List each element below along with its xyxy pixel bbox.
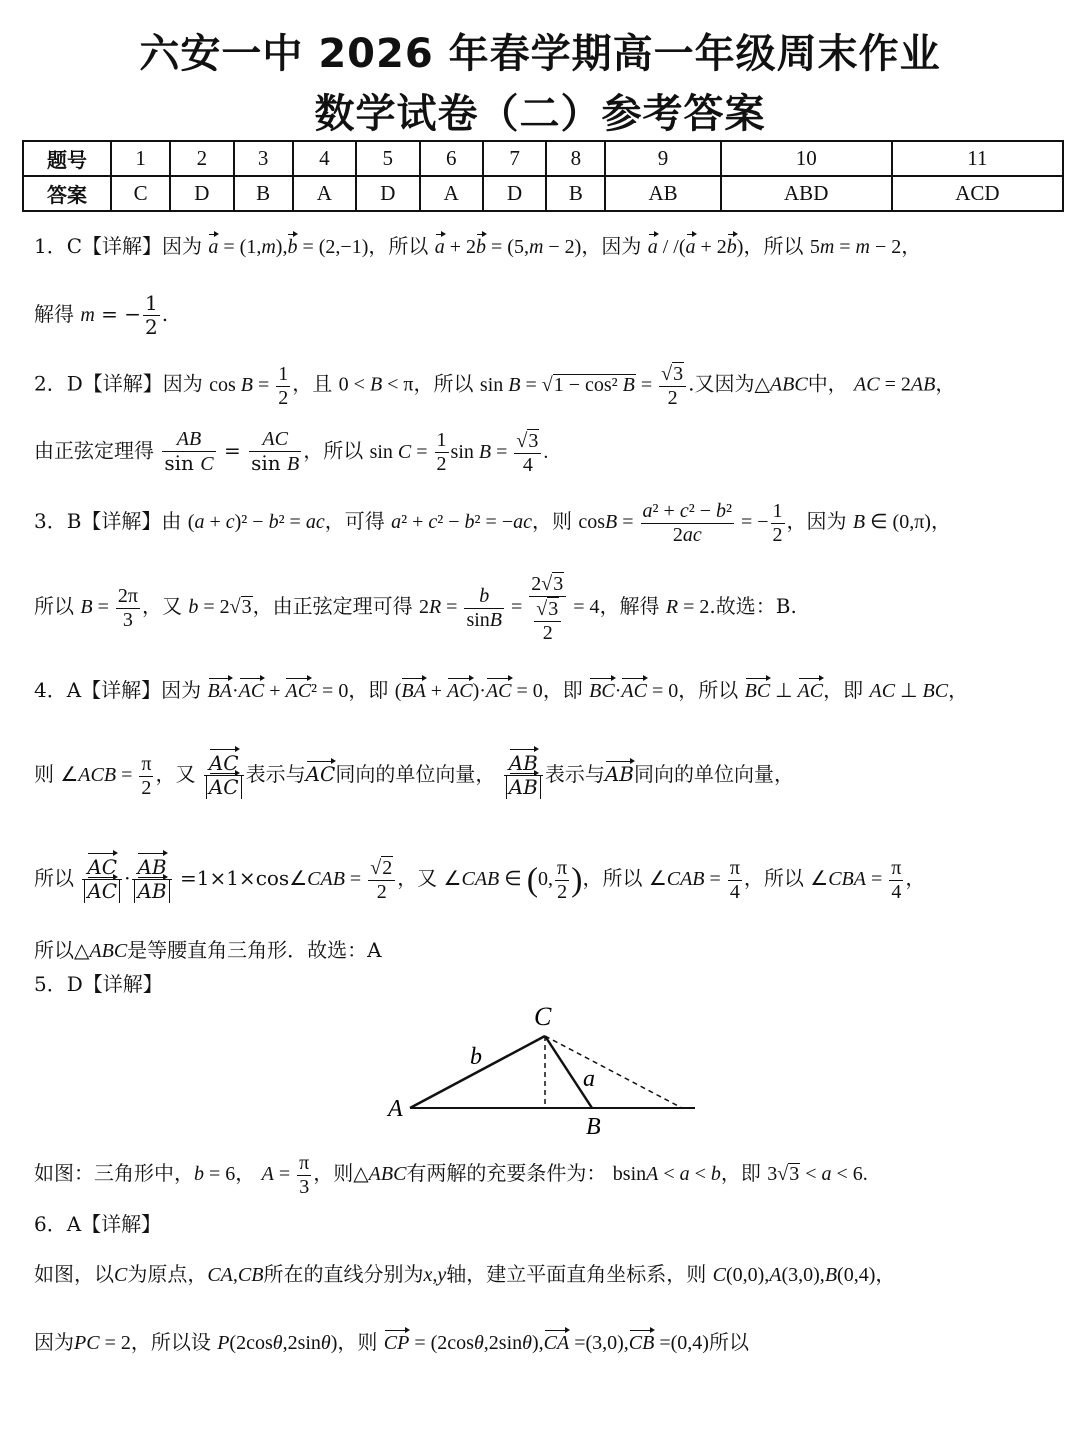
solution-3-line-1: 3．B【详解】由 (a + c)² − b² = ac，可得 a² + c² − b² = −ac，则 cosB = $\frac{\text{a² + c² − b²}}{2ac}$ = − $\frac{1}{2}$ ，因为 B ∈ (0,π)， [34,500,951,546]
question-number-row [23,141,1063,176]
table-cell: 5 [356,141,419,176]
table-cell: ABD [721,176,892,211]
solution-2-line-1: 2．D【详解】因为 cos B = $\frac{1}{2}$ ，且 0 < B < π，所以 sin B = √1 − cos² B = $\frac{√3}{2}$ .又因为△ABC中， AC = 2AB， [34,362,956,409]
table-cell: ACD [892,176,1063,211]
table-cell: C [111,176,170,211]
table-cell: 2 [170,141,233,176]
table-cell: B [234,176,293,211]
solution-6-line-2: 因为PC = 2，所以设 P(2cosθ,2sinθ)，则 CP = (2cosθ,2sinθ),CA =(3,0),CB =(0,4)所以 [34,1330,749,1354]
side-label-b: b [470,1044,482,1070]
triangle-figure [380,998,710,1140]
solution-4-line-1: 4．A【详解】因为 BA·AC + AC² = 0，即 (BA + AC)·AC = 0，即 BC·AC = 0，所以 BC ⊥ AC，即 AC ⊥ BC， [34,678,969,702]
vertex-label-C: C [534,1002,552,1031]
table-cell: 9 [605,141,720,176]
table-cell: 4 [293,141,356,176]
vertex-label-B: B [586,1114,601,1140]
answer-key-subtitle: 数学试卷（二）参考答案 [314,91,766,137]
solution-5-line-1: 如图：三角形中，b = 6， A = $\frac{\pi}{3}$ ，则△ABC有两解的充要条件为： bsinA < a < b，即 3√3 < a < 6. [34,1152,868,1198]
vertex-label-A: A [388,1096,403,1122]
answer-table [22,140,1064,212]
table-cell: AB [605,176,720,211]
table-cell: 11 [892,141,1063,176]
solution-1-line-1: 1．C【详解】因为 a = (1,m),b = (2,−1)，所以 a + 2b = (5,m − 2)，因为 a / /(a + 2b)，所以 5m = m − 2， [34,234,922,258]
table-cell: B [546,176,605,211]
table-cell: D [356,176,419,211]
solution-3-line-2: 所以 B = $\frac{2\pi}{3}$ ，又 b = 2√3，由正弦定理可得 2R = $\frac{b}{\sin B}$ = $\frac{2√3}{\frac{√3}{2}}$ = 4，解得 R = 2.故选：B. [34,573,797,644]
exam-title: 六安一中 2026 年春学期高一年级周末作业 [139,31,941,77]
solution-4-line-2: 则 ∠ACB = $\frac{\pi}{2}$ ，又 $\frac{AC}{AC}$ 表示与AC同向的单位向量， $\frac{AB}{AB}$ 表示与AB同向的单位向量， [34,751,794,799]
solution-4-line-4: 所以△ABC是等腰直角三角形．故选：A [34,938,382,962]
solution-5-heading: 5．D【详解】 [34,972,163,996]
solution-4-line-3: 所以 $\frac{AC}{AC}$ · $\frac{AB}{AB}$ =1×1×cos∠CAB = $\frac{√2}{2}$ ，又 ∠CAB ∈ (0, $\frac{\pi}{2}$ )，所以 ∠CAB = $\frac{\pi}{4}$ ，所以 ∠CBA = $\frac{\pi}{4}$ ， [34,855,926,904]
solution-2-line-2: 由正弦定理得 $\frac{AB}{\text{sin C}}$ = $\frac{AC}{\text{sin B}}$ ，所以 sin C = $\frac{1}{2}$ sin B = $\frac{√3}{4}$ . [34,428,549,476]
table-cell: 10 [721,141,892,176]
question-label: 题号 [23,141,111,176]
table-cell: D [170,176,233,211]
solution-6-line-1: 如图，以C为原点，CA,CB所在的直线分别为x,y轴，建立平面直角坐标系，则 C(0,0),A(3,0),B(0,4)， [34,1262,896,1286]
table-cell: 7 [483,141,546,176]
answer-row [23,176,1063,211]
table-cell: A [293,176,356,211]
table-cell: 1 [111,141,170,176]
table-cell: 8 [546,141,605,176]
answer-label: 答案 [23,176,111,211]
table-cell: A [420,176,483,211]
side-label-a: a [583,1066,595,1092]
solution-6-heading: 6．A【详解】 [34,1212,162,1236]
table-cell: 6 [420,141,483,176]
solution-1-line-2: 解得 m = − $\frac{1}{2}$ . [34,291,169,339]
table-cell: D [483,176,546,211]
table-cell: 3 [234,141,293,176]
